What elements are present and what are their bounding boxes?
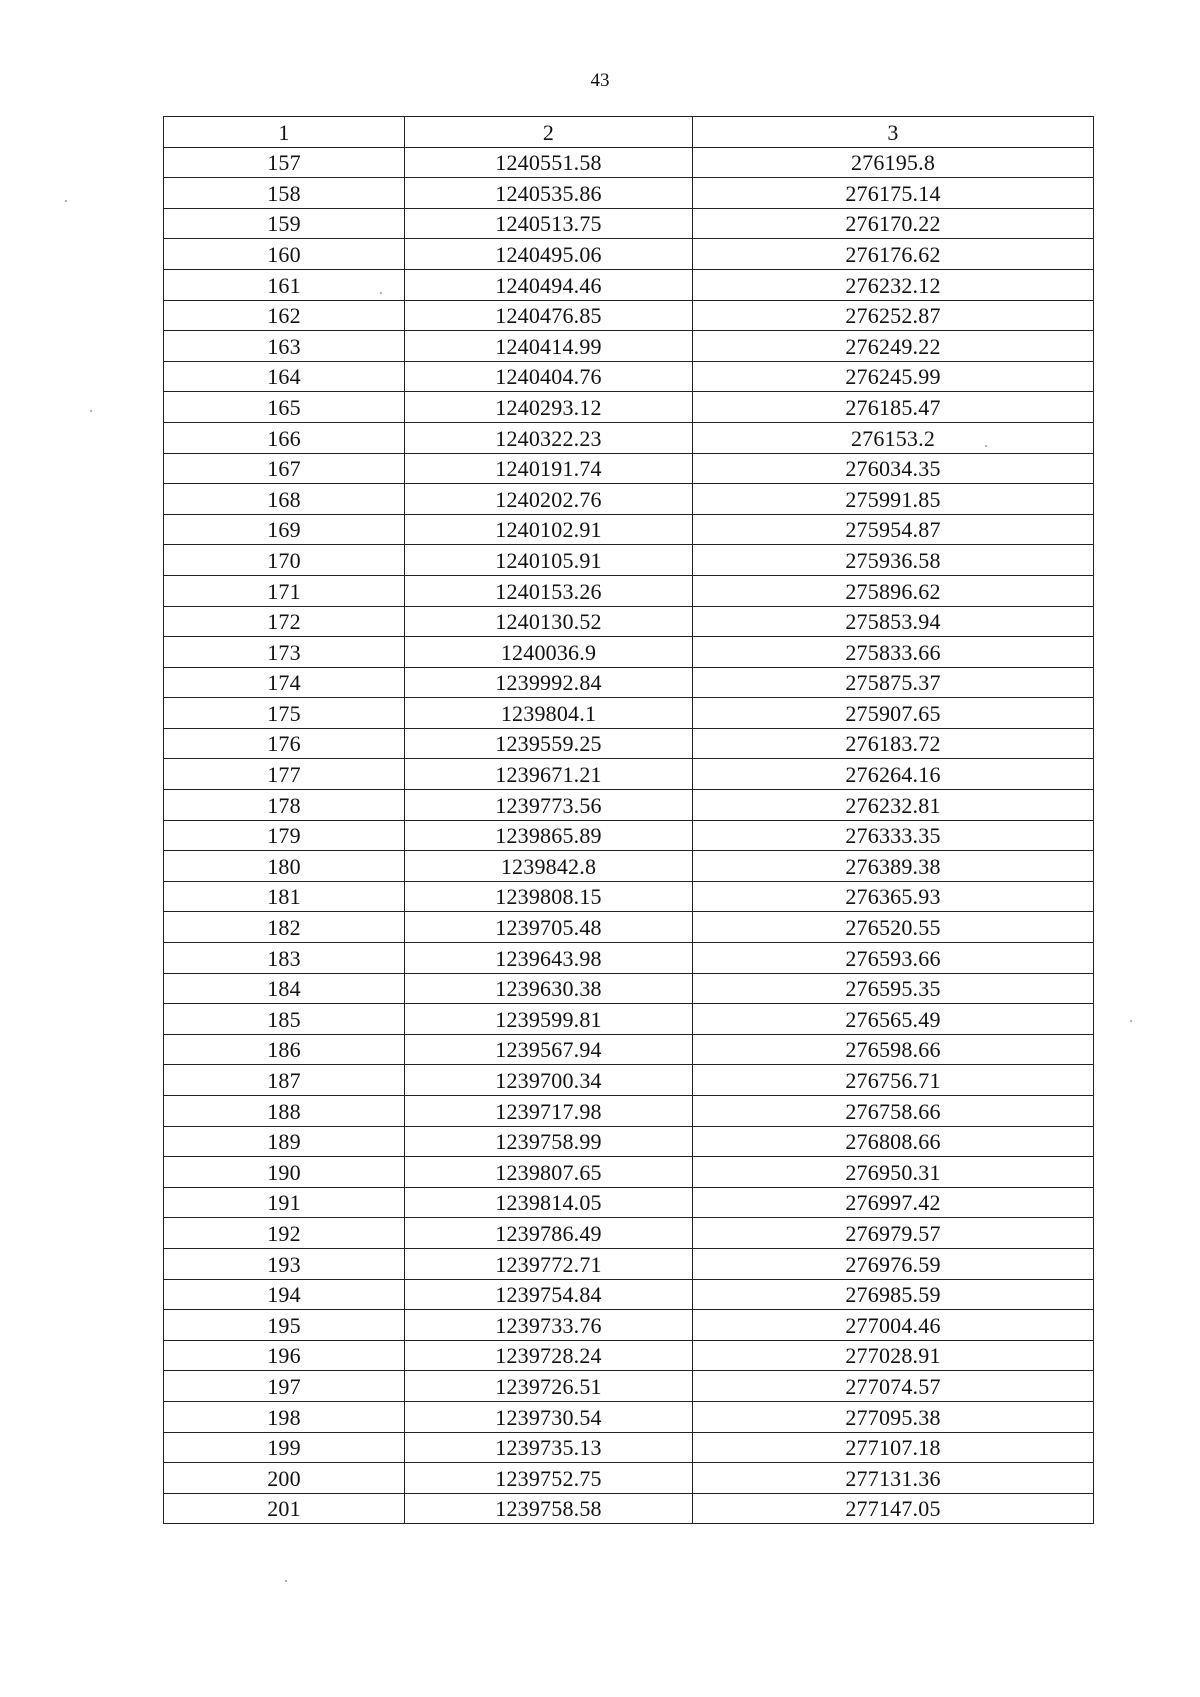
header-cell-2: 2 (405, 117, 693, 148)
table-cell-col-1: 159 (164, 208, 405, 239)
table-cell-col-2: 1239752.75 (405, 1463, 693, 1494)
table-cell-col-2: 1240102.91 (405, 514, 693, 545)
table-row (164, 1096, 1094, 1127)
page-number: 43 (590, 70, 610, 91)
table-row (164, 178, 1094, 209)
table-cell-col-1: 173 (164, 637, 405, 668)
table-cell-col-2: 1239599.81 (405, 1004, 693, 1035)
table-row (164, 1340, 1094, 1371)
table-cell-col-3: 276985.59 (693, 1279, 1094, 1310)
table-header-row (164, 117, 1094, 148)
table-row (164, 1034, 1094, 1065)
table-cell-col-2: 1239730.54 (405, 1401, 693, 1432)
header-cell-1: 1 (164, 117, 405, 148)
table-cell-col-1: 171 (164, 575, 405, 606)
table-cell-col-1: 164 (164, 361, 405, 392)
table-cell-col-1: 177 (164, 759, 405, 790)
table-cell-col-3: 276598.66 (693, 1034, 1094, 1065)
table-cell-col-2: 1240105.91 (405, 545, 693, 576)
table-cell-col-2: 1239754.84 (405, 1279, 693, 1310)
table-cell-col-2: 1239804.1 (405, 698, 693, 729)
table-cell-col-2: 1239567.94 (405, 1034, 693, 1065)
table-cell-col-2: 1240153.26 (405, 575, 693, 606)
table-row (164, 1004, 1094, 1035)
table-cell-col-1: 183 (164, 943, 405, 974)
table-row (164, 973, 1094, 1004)
table-cell-col-3: 276249.22 (693, 331, 1094, 362)
table-cell-col-3: 277095.38 (693, 1401, 1094, 1432)
table-cell-col-3: 275907.65 (693, 698, 1094, 729)
table-cell-col-2: 1239559.25 (405, 728, 693, 759)
table-cell-col-1: 174 (164, 667, 405, 698)
table-cell-col-1: 167 (164, 453, 405, 484)
table-row (164, 667, 1094, 698)
table-row (164, 1065, 1094, 1096)
table-cell-col-2: 1240551.58 (405, 147, 693, 178)
table-body (164, 117, 1094, 1524)
table-row (164, 514, 1094, 545)
table-row (164, 790, 1094, 821)
table-row (164, 239, 1094, 270)
table-cell-col-3: 276195.8 (693, 147, 1094, 178)
table-cell-col-2: 1240293.12 (405, 392, 693, 423)
table-cell-col-2: 1239717.98 (405, 1096, 693, 1127)
table-cell-col-2: 1239808.15 (405, 881, 693, 912)
table-cell-col-1: 166 (164, 422, 405, 453)
table-cell-col-1: 190 (164, 1157, 405, 1188)
table-cell-col-3: 277004.46 (693, 1310, 1094, 1341)
table-cell-col-3: 276252.87 (693, 300, 1094, 331)
table-cell-col-1: 188 (164, 1096, 405, 1127)
table-cell-col-1: 161 (164, 269, 405, 300)
table-cell-col-2: 1240404.76 (405, 361, 693, 392)
table-cell-col-1: 178 (164, 790, 405, 821)
table-cell-col-1: 182 (164, 912, 405, 943)
table-row (164, 1493, 1094, 1524)
table-cell-col-2: 1240414.99 (405, 331, 693, 362)
table-cell-col-2: 1239728.24 (405, 1340, 693, 1371)
table-row (164, 820, 1094, 851)
table-cell-col-3: 276232.81 (693, 790, 1094, 821)
table-row (164, 545, 1094, 576)
table-cell-col-3: 277074.57 (693, 1371, 1094, 1402)
table-cell-col-1: 195 (164, 1310, 405, 1341)
table-cell-col-1: 184 (164, 973, 405, 1004)
table-cell-col-3: 277131.36 (693, 1463, 1094, 1494)
table-cell-col-3: 276245.99 (693, 361, 1094, 392)
table-cell-col-3: 275936.58 (693, 545, 1094, 576)
table-cell-col-2: 1239733.76 (405, 1310, 693, 1341)
table-row (164, 1126, 1094, 1157)
table-row (164, 361, 1094, 392)
table-row (164, 943, 1094, 974)
table-row (164, 269, 1094, 300)
table-row (164, 1279, 1094, 1310)
table-cell-col-1: 169 (164, 514, 405, 545)
scan-speck (380, 292, 382, 294)
table-row (164, 606, 1094, 637)
table-cell-col-2: 1239726.51 (405, 1371, 693, 1402)
table-cell-col-3: 276232.12 (693, 269, 1094, 300)
table-cell-col-1: 176 (164, 728, 405, 759)
table-cell-col-1: 165 (164, 392, 405, 423)
table-row (164, 1401, 1094, 1432)
table-cell-col-2: 1239643.98 (405, 943, 693, 974)
table-cell-col-2: 1239786.49 (405, 1218, 693, 1249)
coordinates-table (163, 116, 1094, 1524)
table-cell-col-2: 1240191.74 (405, 453, 693, 484)
table-row (164, 1371, 1094, 1402)
table-cell-col-1: 163 (164, 331, 405, 362)
table-cell-col-2: 1240202.76 (405, 484, 693, 515)
scan-speck (285, 1580, 287, 1582)
table-cell-col-3: 276997.42 (693, 1187, 1094, 1218)
table-cell-col-2: 1239700.34 (405, 1065, 693, 1096)
table-cell-col-2: 1239758.58 (405, 1493, 693, 1524)
table-cell-col-2: 1239865.89 (405, 820, 693, 851)
table-cell-col-2: 1240476.85 (405, 300, 693, 331)
table-row (164, 208, 1094, 239)
table-cell-col-1: 168 (164, 484, 405, 515)
table-cell-col-2: 1239758.99 (405, 1126, 693, 1157)
table-cell-col-2: 1239705.48 (405, 912, 693, 943)
table-row (164, 484, 1094, 515)
table-cell-col-1: 172 (164, 606, 405, 637)
table-cell-col-2: 1239842.8 (405, 851, 693, 882)
table-row (164, 392, 1094, 423)
coordinates-table-container (163, 116, 1093, 1524)
table-cell-col-3: 276976.59 (693, 1248, 1094, 1279)
table-cell-col-3: 275954.87 (693, 514, 1094, 545)
table-cell-col-1: 198 (164, 1401, 405, 1432)
table-cell-col-2: 1239992.84 (405, 667, 693, 698)
table-cell-col-2: 1240130.52 (405, 606, 693, 637)
scan-speck (1130, 1020, 1132, 1022)
table-row (164, 331, 1094, 362)
table-cell-col-3: 275853.94 (693, 606, 1094, 637)
table-cell-col-1: 189 (164, 1126, 405, 1157)
table-cell-col-3: 276593.66 (693, 943, 1094, 974)
table-cell-col-2: 1240036.9 (405, 637, 693, 668)
table-cell-col-1: 196 (164, 1340, 405, 1371)
table-cell-col-1: 187 (164, 1065, 405, 1096)
table-row (164, 147, 1094, 178)
table-row (164, 759, 1094, 790)
table-cell-col-3: 276950.31 (693, 1157, 1094, 1188)
table-row (164, 575, 1094, 606)
table-cell-col-1: 194 (164, 1279, 405, 1310)
table-cell-col-2: 1240322.23 (405, 422, 693, 453)
table-row (164, 1187, 1094, 1218)
table-row (164, 1248, 1094, 1279)
table-cell-col-3: 276756.71 (693, 1065, 1094, 1096)
table-cell-col-2: 1239773.56 (405, 790, 693, 821)
table-row (164, 698, 1094, 729)
table-row (164, 728, 1094, 759)
table-cell-col-2: 1240513.75 (405, 208, 693, 239)
table-cell-col-1: 191 (164, 1187, 405, 1218)
table-row (164, 422, 1094, 453)
table-cell-col-1: 179 (164, 820, 405, 851)
table-cell-col-1: 192 (164, 1218, 405, 1249)
table-cell-col-3: 276175.14 (693, 178, 1094, 209)
table-row (164, 453, 1094, 484)
table-cell-col-1: 160 (164, 239, 405, 270)
header-cell-3: 3 (693, 117, 1094, 148)
table-cell-col-2: 1240495.06 (405, 239, 693, 270)
table-row (164, 1157, 1094, 1188)
table-cell-col-2: 1240535.86 (405, 178, 693, 209)
table-cell-col-2: 1239671.21 (405, 759, 693, 790)
table-row (164, 1310, 1094, 1341)
table-cell-col-3: 276153.2 (693, 422, 1094, 453)
table-cell-col-1: 186 (164, 1034, 405, 1065)
table-cell-col-3: 276333.35 (693, 820, 1094, 851)
table-cell-col-3: 276520.55 (693, 912, 1094, 943)
scan-speck (90, 410, 92, 412)
table-cell-col-2: 1239772.71 (405, 1248, 693, 1279)
table-row (164, 851, 1094, 882)
table-cell-col-1: 193 (164, 1248, 405, 1279)
scan-speck (65, 200, 67, 202)
table-cell-col-3: 275896.62 (693, 575, 1094, 606)
table-cell-col-3: 276595.35 (693, 973, 1094, 1004)
table-cell-col-3: 277107.18 (693, 1432, 1094, 1463)
table-cell-col-3: 276183.72 (693, 728, 1094, 759)
table-cell-col-1: 175 (164, 698, 405, 729)
table-cell-col-3: 276758.66 (693, 1096, 1094, 1127)
table-row (164, 637, 1094, 668)
table-row (164, 1463, 1094, 1494)
table-row (164, 1432, 1094, 1463)
table-cell-col-1: 200 (164, 1463, 405, 1494)
table-cell-col-1: 185 (164, 1004, 405, 1035)
table-row (164, 1218, 1094, 1249)
table-cell-col-3: 276264.16 (693, 759, 1094, 790)
table-cell-col-1: 181 (164, 881, 405, 912)
table-cell-col-3: 277028.91 (693, 1340, 1094, 1371)
table-cell-col-3: 276034.35 (693, 453, 1094, 484)
table-cell-col-3: 276565.49 (693, 1004, 1094, 1035)
table-cell-col-2: 1239630.38 (405, 973, 693, 1004)
table-cell-col-3: 276365.93 (693, 881, 1094, 912)
table-cell-col-1: 162 (164, 300, 405, 331)
table-cell-col-3: 276389.38 (693, 851, 1094, 882)
table-cell-col-2: 1239735.13 (405, 1432, 693, 1463)
table-cell-col-1: 197 (164, 1371, 405, 1402)
table-cell-col-2: 1240494.46 (405, 269, 693, 300)
scan-speck (985, 445, 987, 447)
table-cell-col-1: 180 (164, 851, 405, 882)
table-cell-col-1: 201 (164, 1493, 405, 1524)
table-cell-col-2: 1239807.65 (405, 1157, 693, 1188)
table-cell-col-3: 276808.66 (693, 1126, 1094, 1157)
table-cell-col-3: 275991.85 (693, 484, 1094, 515)
table-cell-col-1: 170 (164, 545, 405, 576)
table-row (164, 912, 1094, 943)
table-cell-col-3: 276170.22 (693, 208, 1094, 239)
table-cell-col-3: 275875.37 (693, 667, 1094, 698)
table-cell-col-1: 199 (164, 1432, 405, 1463)
table-cell-col-3: 275833.66 (693, 637, 1094, 668)
table-cell-col-2: 1239814.05 (405, 1187, 693, 1218)
table-cell-col-3: 276176.62 (693, 239, 1094, 270)
table-cell-col-3: 276185.47 (693, 392, 1094, 423)
table-cell-col-1: 158 (164, 178, 405, 209)
table-cell-col-3: 276979.57 (693, 1218, 1094, 1249)
table-cell-col-3: 277147.05 (693, 1493, 1094, 1524)
table-cell-col-1: 157 (164, 147, 405, 178)
table-row (164, 300, 1094, 331)
table-row (164, 881, 1094, 912)
